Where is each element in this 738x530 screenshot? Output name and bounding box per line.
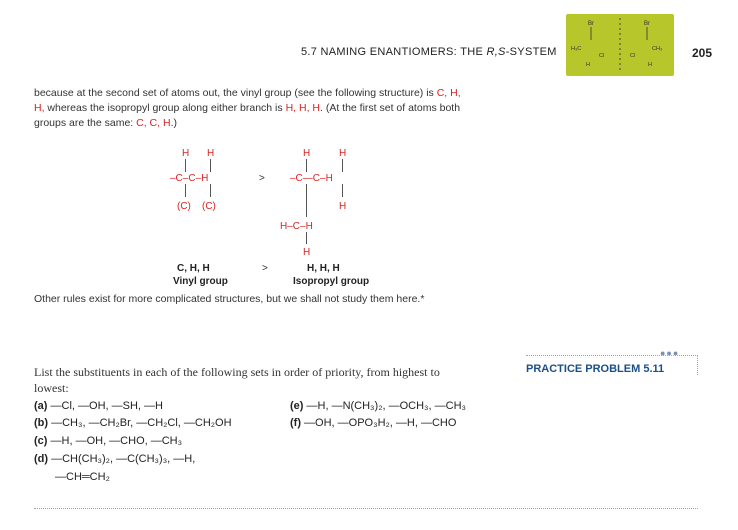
page-number: 205 <box>692 46 713 60</box>
greater-than-1: > <box>259 173 265 184</box>
vinyl-atoms: C, H, H <box>177 263 210 274</box>
body-paragraph: because at the second set of atoms out, the vinyl group (see the following structure) is C, H, H, whereas the isopropyl group along either branch is H, H, H. (At the first set of atoms both groups are the same: C, C, H.) <box>34 87 461 129</box>
isopropyl-atoms: H, H, H <box>307 263 340 274</box>
iso-h3: H <box>339 201 347 212</box>
greater-than-2: > <box>262 263 268 274</box>
iso-h2: H <box>339 148 347 159</box>
option-c: (c) —H, —OH, —CHO, —CH₃ <box>34 435 183 447</box>
svg-text:Br: Br <box>588 21 594 27</box>
section-title: 5.7 NAMING ENANTIOMERS: THE R,S-SYSTEM <box>301 46 557 58</box>
vinyl-chain: –C–C–H <box>170 173 209 184</box>
bottom-divider <box>34 508 698 509</box>
vinyl-paren-c2: (C) <box>202 201 216 212</box>
iso-hch: H–C–H <box>280 221 313 232</box>
option-e: (e) —H, —N(CH₃)₂, —OCH₃, —CH₃ <box>290 400 466 412</box>
svg-text:Br: Br <box>644 21 650 27</box>
option-d-continued: —CH═CH₂ <box>55 471 110 483</box>
option-b: (b) —CH₃, —CH₂Br, —CH₂Cl, —CH₂OH <box>34 417 232 429</box>
svg-text:H: H <box>648 62 652 68</box>
vinyl-h2: H <box>207 148 215 159</box>
vinyl-h1: H <box>182 148 190 159</box>
vinyl-group-label: Vinyl group <box>173 276 228 287</box>
vinyl-paren-c1: (C) <box>177 201 191 212</box>
option-d: (d) —CH(CH₃)₂, —C(CH₃)₃, —H, <box>34 453 196 465</box>
svg-text:H: H <box>586 62 590 68</box>
iso-chain: –C—C–H <box>290 173 333 184</box>
isopropyl-group-label: Isopropyl group <box>293 276 370 287</box>
svg-text:CH₃: CH₃ <box>652 46 663 52</box>
iso-h4: H <box>303 247 311 258</box>
svg-text:Cl: Cl <box>599 53 605 59</box>
practice-problem-label: PRACTICE PROBLEM 5.11 <box>526 363 665 375</box>
option-f: (f) —OH, —OPO₃H₂, —H, —CHO <box>290 417 457 429</box>
iso-h1: H <box>303 148 311 159</box>
practice-divider-vertical <box>697 355 698 375</box>
option-a: (a) —Cl, —OH, —SH, —H <box>34 400 163 412</box>
practice-divider <box>526 355 696 356</box>
svg-text:Cl: Cl <box>630 53 636 59</box>
enantiomer-logo <box>566 14 674 76</box>
practice-dots: ●●● <box>660 348 680 358</box>
practice-question: List the substituents in each of the following sets in order of priority, from highest to lowest: <box>34 365 440 395</box>
other-rules-note: Other rules exist for more complicated structures, but we shall not study them here.* <box>34 293 425 305</box>
svg-text:H₃C: H₃C <box>571 46 582 52</box>
